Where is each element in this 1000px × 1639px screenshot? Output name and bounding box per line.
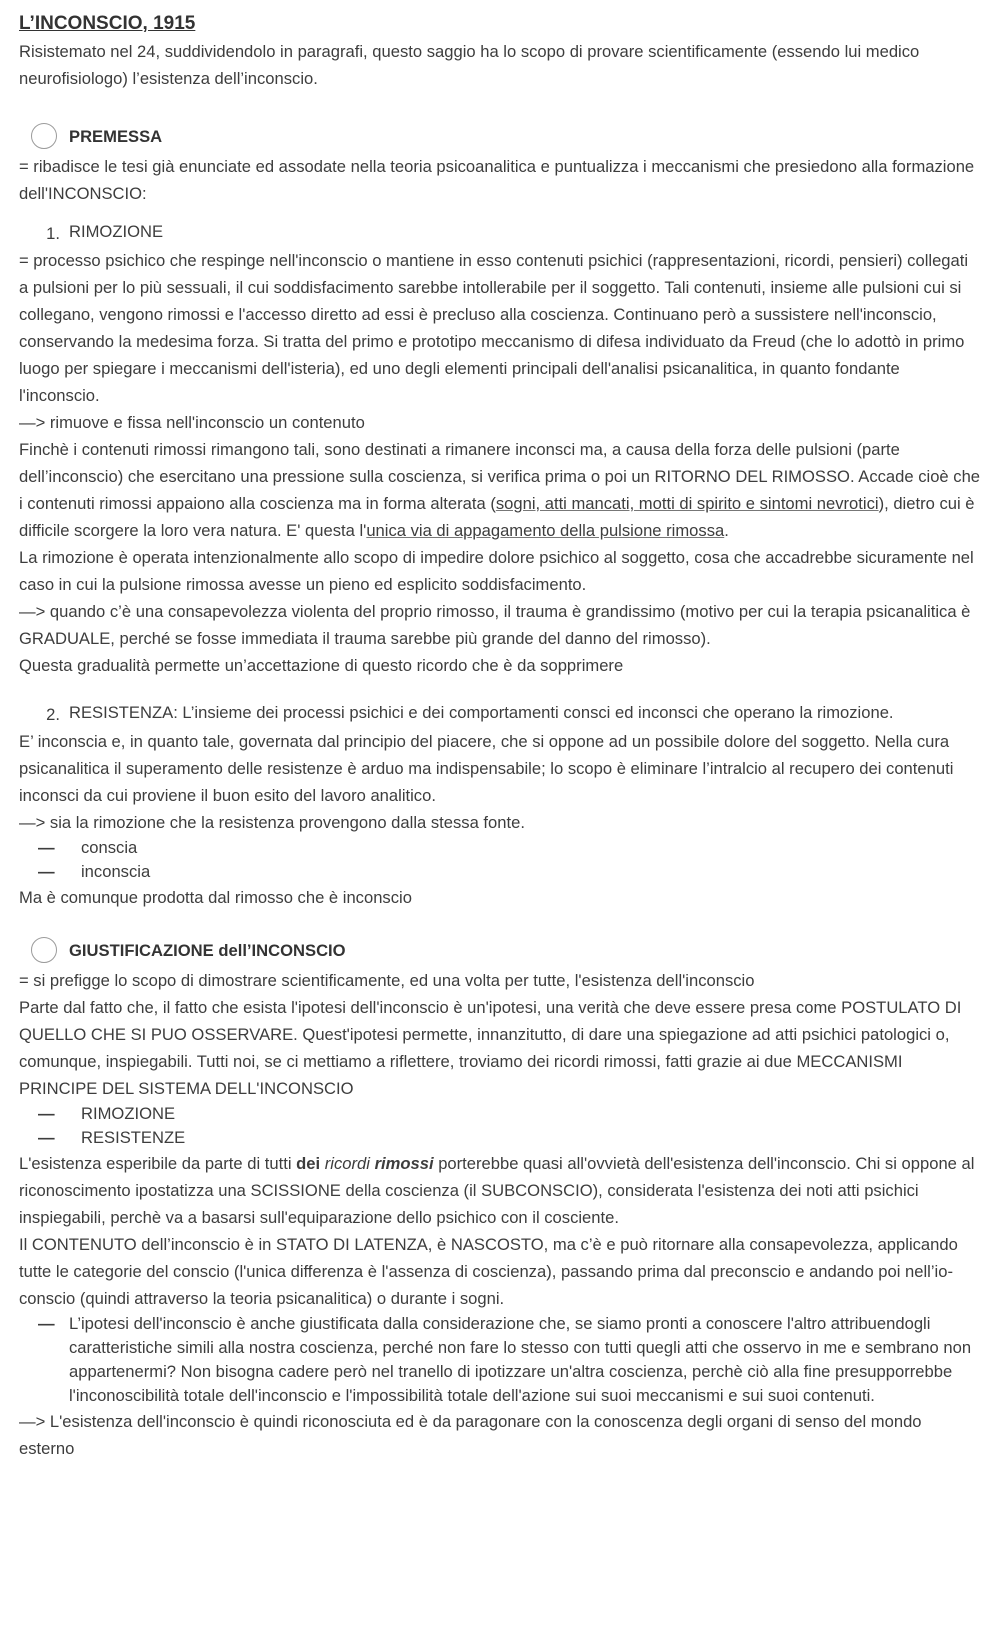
rimozione-paragraph-3 xyxy=(19,436,981,544)
giustificazione-paragraph-3 xyxy=(19,1150,981,1231)
dash-item-text: RESISTENZE xyxy=(81,1128,186,1147)
section-premessa-heading xyxy=(19,119,981,153)
rimozione-paragraph-1: = processo psichico che respinge nell'inconscio o mantiene in esso contenuti psichici (rappresentazioni, ricordi, pensieri) collegati a pulsioni per lo più sessuali, il cui soddisfacimento sarebbe intollerabile per il soggetto. Tali contenuti, insieme alle pulsioni cui si collegano, vengono rimossi e l'accesso diretto ad essi è precluso alla coscienza. Continuano però a sussistere nell'inconscio, conservando la medesima forza. Si tratta del primo e prototipo meccanismo di difesa individuato da Freud (che lo adottò in primo luogo per spiegare i meccanismi dell'isteria), ed uno degli elementi principali dell'analisi psicanalitica, in quanto fondante l'inconscio. xyxy=(19,251,969,405)
rimozione-paragraph-5: —> quando c’è una consapevolezza violenta del proprio rimosso, il trauma è grandissimo (motivo per cui la terapia psicanalitica è GRADUALE, perché se fosse immediata il trauma sarebbe più grande del danno del rimosso). xyxy=(19,602,971,648)
giustificazione-paragraph-5: —> L'esistenza dell'inconscio è quindi riconosciuta ed è da paragonare con la conoscenza degli organi di senso del mondo esterno xyxy=(19,1412,922,1458)
rimozione-paragraph-4: La rimozione è operata intenzionalmente allo scopo di impedire dolore psichico al soggetto, cosa che accadrebbe sicuramente nel caso in cui la pulsione rimossa avesse un pieno ed esplicito soddisfacimento. xyxy=(19,548,974,594)
intro-paragraph: Risistemato nel 24, suddividendolo in paragrafi, questo saggio ha lo scopo di provare scientificamente (essendo lui medico neurofisiologo) l’esistenza dell’inconscio. xyxy=(19,42,920,88)
section-giustificazione-heading xyxy=(19,933,981,967)
checkbox-circle-icon[interactable] xyxy=(31,937,57,963)
dash-item-text: L’ipotesi dell'inconscio è anche giustificata dalla considerazione che, se siamo pronti a conoscere l'altro attribuendogli caratteristiche simili alla nostra coscienza, perché non fare lo stesso con tutti quegli atti che osservo in me e sembrano non appartenermi? Non bisogna cadere però nel tranello di ipotizzare un'altra coscienza, perchè ciò alla fine presupporrebbe l'inconoscibilità totale dell'inconscio e l'impossibilità totale dell'azione sui suoi meccanismi e sui suoi contenuti. xyxy=(69,1314,972,1405)
dash-item-conscia xyxy=(19,836,981,860)
bold-italic-text: rimossi xyxy=(374,1154,434,1173)
dash-item-text: RIMOZIONE xyxy=(81,1104,176,1123)
dash-item-text: conscia xyxy=(81,838,138,857)
dash-item-rimozione xyxy=(19,1102,981,1126)
giustificazione-paragraph-1: = si prefigge lo scopo di dimostrare scientificamente, ed una volta per tutte, l'esistenza dell'inconscio xyxy=(19,971,755,990)
giustificazione-paragraph-2: Parte dal fatto che, il fatto che esista l'ipotesi dell'inconscio è un'ipotesi, una verità che deve essere presa come POSTULATO DI QUELLO CHE SI PUO OSSERVARE. Quest'ipotesi permette, innanzitutto, di dare una spiegazione ad atti psichici patologici o, comunque, inspiegabili. Tutti noi, se ci mettiamo a riflettere, troviamo dei ricordi rimossi, fatti grazie ai due MECCANISMI PRINCIPE DEL SISTEMA DELL'INCONSCIO xyxy=(19,998,962,1098)
page-title: L’INCONSCIO, 1915 xyxy=(19,13,196,34)
rimozione-paragraph-6: Questa gradualità permette un’accettazione di questo ricordo che è da sopprimere xyxy=(19,656,624,675)
dash-bullet: — xyxy=(38,838,55,857)
checkbox-circle-icon[interactable] xyxy=(31,123,57,149)
giustificazione-paragraph-4: Il CONTENUTO dell’inconscio è in STATO DI LATENZA, è NASCOSTO, ma c’è e può ritornare alla consapevolezza, applicando tutte le categorie del conscio (l'unica differenza è l'assenza di coscienza), passando prima dal preconscio e andando poi nell’io-conscio (quindi attraverso la teoria psicanalitica) o durante i sogni. xyxy=(19,1235,958,1308)
text-run: porterebbe quasi all'ovvietà dell'esistenza dell'inconscio. Chi si oppone al riconoscimento ipostatizza una SCISSIONE della coscienza (il SUBCONSCIO), considerata l'esistenza dei noti atti psichici inspiegabili, perchè va a basarsi sull'equiparazione dello psichico con il cosciente. xyxy=(19,1154,975,1227)
text-run: ), dietro cui è difficile scorgere la loro vera natura. E' questa l' xyxy=(19,494,975,540)
dash-item-resistenze xyxy=(19,1126,981,1150)
list-item-resistenza xyxy=(19,701,981,728)
text-run: L'esistenza esperibile da parte di tutti xyxy=(19,1154,297,1173)
resistenza-paragraph-1: E’ inconscia e, in quanto tale, governata dal principio del piacere, che si oppone ad un possibile dolore del soggetto. Nella cura psicanalitica il superamento delle resistenze è arduo ma indispensabile; lo scopo è eliminare l’intralcio al recupero dei contenuti inconsci da cui proviene il buon esito del lavoro analitico. xyxy=(19,732,954,805)
section-title: PREMESSA xyxy=(69,126,163,146)
dash-bullet: — xyxy=(38,862,55,881)
underlined-text: sogni, atti mancati, motti di spirito e sintomi nevrotici xyxy=(495,494,879,513)
dash-bullet: — xyxy=(38,1314,55,1333)
text-run: . xyxy=(724,521,729,540)
premessa-description: = ribadisce le tesi già enunciate ed assodate nella teoria psicoanalitica e puntualizza i meccanismi che presiedono alla formazione dell'INCONSCIO: xyxy=(19,157,975,203)
resistenza-paragraph-3: Ma è comunque prodotta dal rimosso che è inconscio xyxy=(19,888,412,907)
rimozione-paragraph-2: —> rimuove e fissa nell'inconscio un contenuto xyxy=(19,413,365,432)
dash-item-ipotesi xyxy=(19,1312,981,1408)
list-item-rimozione xyxy=(19,220,981,247)
list-item-label: RIMOZIONE xyxy=(69,222,164,241)
section-title: GIUSTIFICAZIONE dell’INCONSCIO xyxy=(69,940,346,960)
dash-item-inconscia xyxy=(19,860,981,884)
text-run: Finchè i contenuti rimossi rimangono tali, sono destinati a rimanere inconsci ma, a causa della forza delle pulsioni (parte dell’inconscio) che esercitano una pressione sulla coscienza, si verifica prima o poi un RITORNO DEL RIMOSSO. Accade cioè che i contenuti rimossi appaiono alla coscienza ma in forma alterata ( xyxy=(19,440,981,513)
italic-text: ricordi xyxy=(324,1154,370,1173)
list-number: 2. xyxy=(46,705,60,724)
dash-bullet: — xyxy=(38,1128,55,1147)
list-item-label: RESISTENZA: L’insieme dei processi psichici e dei comportamenti consci ed inconsci che operano la rimozione. xyxy=(69,703,894,722)
dash-item-text: inconscia xyxy=(81,862,151,881)
underlined-text: unica via di appagamento della pulsione rimossa xyxy=(366,521,725,540)
resistenza-paragraph-2: —> sia la rimozione che la resistenza provengono dalla stessa fonte. xyxy=(19,813,525,832)
list-number: 1. xyxy=(46,224,60,243)
bold-text: dei xyxy=(296,1154,321,1173)
dash-bullet: — xyxy=(38,1104,55,1123)
